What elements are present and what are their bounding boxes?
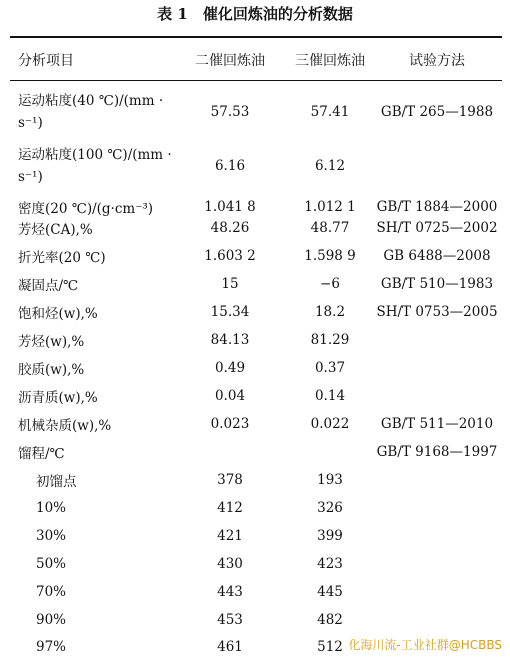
cell-sample-2: 6.16	[214, 158, 246, 174]
cell-sample-2: 1.603 2	[204, 248, 256, 264]
cell-method	[370, 466, 504, 494]
cell-method	[370, 494, 504, 522]
cell-sample-3: 57.41	[310, 104, 350, 120]
cell-sample-2: 453	[217, 612, 243, 628]
cell-sample-3: 193	[317, 472, 343, 488]
cell-sample-3: 1.598 9	[304, 248, 356, 264]
cell-sample-3: −6	[320, 276, 340, 292]
cell-method	[370, 550, 504, 578]
table-row	[0, 298, 510, 326]
cell-item: 97%	[36, 639, 67, 655]
cell-sample-2: 48.26	[210, 220, 250, 236]
cell-sample-2: 15	[221, 276, 239, 292]
cell-sample-3: 423	[317, 556, 343, 572]
table-row	[0, 382, 510, 410]
table-header	[0, 42, 510, 78]
cell-sample-2: 15.34	[210, 304, 250, 320]
cell-item: 馏程/℃	[18, 446, 65, 462]
cell-sample-2: 1.041 8	[204, 199, 256, 215]
cell-sample-3: 81.29	[310, 332, 350, 348]
cell-item: 沥青质(w),%	[18, 390, 98, 406]
table-row	[0, 354, 510, 382]
cell-method	[370, 382, 504, 410]
cell-item: 50%	[36, 556, 67, 572]
cell-method: SH/T 0753—2005	[376, 304, 498, 320]
cell-item: 30%	[36, 528, 67, 544]
cell-sample-2: 461	[217, 639, 243, 655]
cell-method: GB/T 265—1988	[380, 104, 494, 120]
cell-sample-3: 512	[317, 639, 343, 655]
cell-sample-3	[282, 438, 378, 466]
cell-item: 胶质(w),%	[18, 362, 85, 378]
cell-method: GB/T 1884—2000	[376, 199, 498, 215]
table-header-rule	[10, 80, 502, 81]
watermark: 化海川流-工业社群@HCBBS	[348, 638, 502, 652]
cell-item: 折光率(20 ℃)	[18, 250, 106, 266]
cell-sample-3: 326	[317, 500, 343, 516]
table-top-rule	[10, 36, 502, 38]
cell-sample-2: 0.49	[214, 360, 246, 376]
cell-method	[370, 354, 504, 382]
cell-method	[370, 326, 504, 354]
table-row	[0, 214, 510, 242]
cell-sample-2: 412	[217, 500, 243, 516]
table-title: 表 1 催化回炼油的分析数据	[157, 5, 353, 23]
header-sample-3: 三催回炼油	[295, 53, 365, 69]
cell-item: 运动粘度(100 ℃)/(mm · s⁻¹)	[18, 147, 172, 185]
table-row	[0, 140, 510, 192]
cell-item: 芳烃(CA),%	[18, 222, 93, 238]
cell-sample-3: 18.2	[314, 304, 346, 320]
cell-item: 密度(20 ℃)/(g·cm⁻³)	[18, 201, 154, 217]
cell-method: GB/T 9168—1997	[376, 444, 498, 460]
table-row	[0, 466, 510, 494]
cell-sample-3: 482	[317, 612, 343, 628]
cell-sample-2: 0.04	[214, 388, 246, 404]
cell-method	[370, 522, 504, 550]
cell-sample-2: 430	[217, 556, 243, 572]
cell-sample-3: 0.022	[310, 416, 350, 432]
cell-method: GB/T 510—1983	[380, 276, 494, 292]
cell-sample-2: 443	[217, 584, 243, 600]
table-row	[0, 606, 510, 634]
cell-item: 芳烃(w),%	[18, 334, 85, 350]
table-row	[0, 550, 510, 578]
table-row	[0, 410, 510, 438]
cell-sample-3: 0.14	[314, 388, 346, 404]
cell-item: 90%	[36, 612, 67, 628]
cell-sample-3: 1.012 1	[304, 199, 356, 215]
cell-sample-2: 0.023	[210, 416, 250, 432]
table-row	[0, 522, 510, 550]
cell-method	[370, 140, 504, 192]
table-row	[0, 578, 510, 606]
cell-sample-2	[182, 438, 278, 466]
cell-item: 凝固点/℃	[18, 278, 79, 294]
cell-method: SH/T 0725—2002	[376, 220, 498, 236]
table-row	[0, 86, 510, 138]
header-sample-2: 二催回炼油	[195, 53, 265, 69]
cell-method	[370, 606, 504, 634]
cell-sample-3: 399	[317, 528, 343, 544]
cell-item: 10%	[36, 500, 67, 516]
table-row	[0, 494, 510, 522]
cell-sample-2: 378	[217, 472, 243, 488]
cell-item: 饱和烃(w),%	[18, 306, 98, 322]
table-row	[0, 326, 510, 354]
cell-method: GB 6488—2008	[383, 248, 491, 264]
cell-sample-3: 48.77	[310, 220, 350, 236]
table-row	[0, 270, 510, 298]
cell-sample-3: 6.12	[314, 158, 346, 174]
table-row	[0, 438, 510, 466]
cell-sample-3: 0.37	[314, 360, 346, 376]
cell-sample-2: 421	[217, 528, 243, 544]
header-method: 试验方法	[409, 53, 465, 69]
header-item: 分析项目	[18, 53, 74, 69]
cell-method: GB/T 511—2010	[380, 416, 494, 432]
cell-sample-3: 445	[317, 584, 343, 600]
table-row	[0, 242, 510, 270]
cell-item: 运动粘度(40 ℃)/(mm · s⁻¹)	[18, 93, 164, 131]
cell-sample-2: 57.53	[210, 104, 250, 120]
cell-item: 初馏点	[36, 474, 77, 490]
cell-item: 机械杂质(w),%	[18, 418, 112, 434]
cell-item: 70%	[36, 584, 67, 600]
cell-method	[370, 578, 504, 606]
cell-sample-2: 84.13	[210, 332, 250, 348]
